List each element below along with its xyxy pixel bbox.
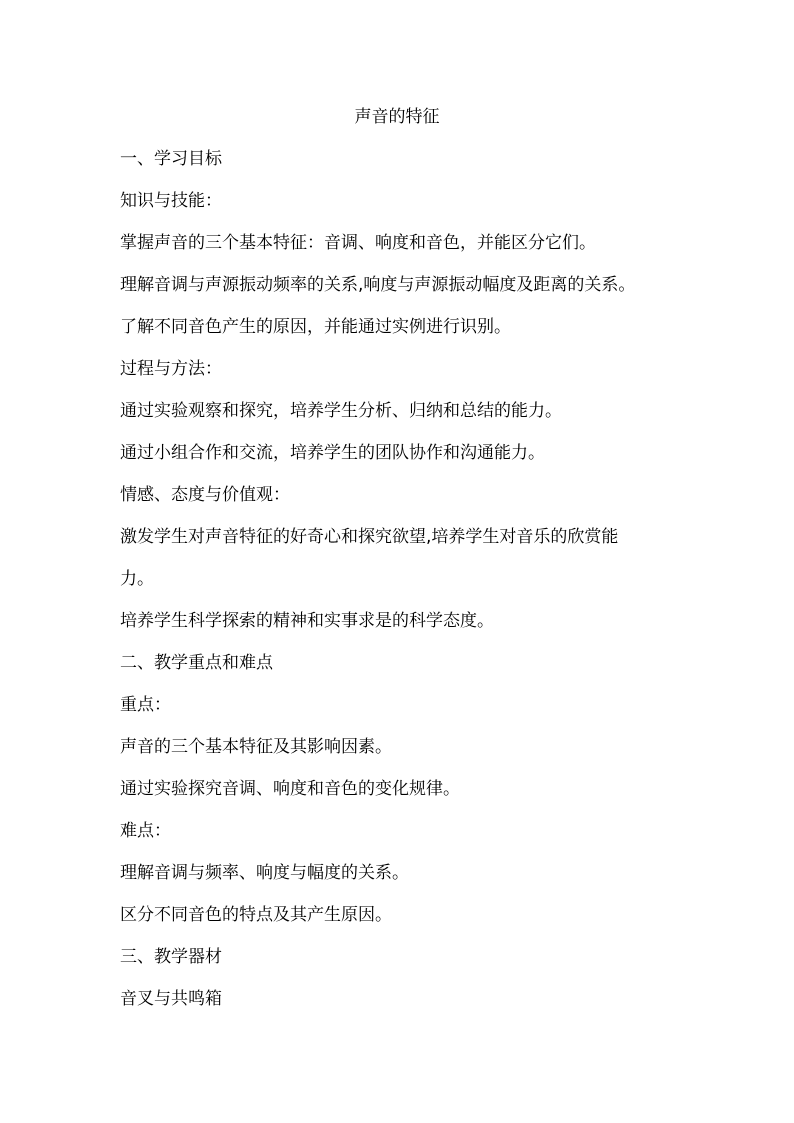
body-line: 理解音调与频率、响度与幅度的关系。 (120, 863, 409, 883)
subheading-process-methods: 过程与方法： (120, 359, 222, 379)
body-line-continuation: 力。 (120, 569, 154, 589)
document-title: 声音的特征 (354, 107, 440, 127)
section-heading-key-points: 二、教学重点和难点 (120, 653, 273, 673)
body-line: 声音的三个基本特征及其影响因素。 (120, 737, 392, 757)
body-line: 通过实验观察和探究，培养学生分析、归纳和总结的能力。 (120, 401, 562, 421)
body-line: 通过实验探究音调、响度和音色的变化规律。 (120, 779, 460, 799)
body-line: 激发学生对声音特征的好奇心和探究欲望,培养学生对音乐的欣赏能 (120, 527, 619, 547)
subheading-difficulties: 难点： (120, 821, 171, 841)
body-line: 音叉与共鸣箱 (120, 989, 222, 1009)
body-line: 区分不同音色的特点及其产生原因。 (120, 905, 392, 925)
section-heading-learning-goals: 一、学习目标 (120, 149, 222, 169)
body-line: 通过小组合作和交流，培养学生的团队协作和沟通能力。 (120, 443, 545, 463)
subheading-knowledge-skills: 知识与技能： (120, 191, 222, 211)
body-line: 培养学生科学探索的精神和实事求是的科学态度。 (120, 611, 494, 631)
body-line: 了解不同音色产生的原因，并能通过实例进行识别。 (120, 317, 511, 337)
body-line: 掌握声音的三个基本特征：音调、响度和音色，并能区分它们。 (120, 233, 596, 253)
section-heading-teaching-equipment: 三、教学器材 (120, 947, 222, 967)
subheading-key-points: 重点： (120, 695, 171, 715)
subheading-emotion-values: 情感、态度与价值观： (120, 485, 290, 505)
body-line: 理解音调与声源振动频率的关系,响度与声源振动幅度及距离的关系。 (120, 275, 636, 295)
